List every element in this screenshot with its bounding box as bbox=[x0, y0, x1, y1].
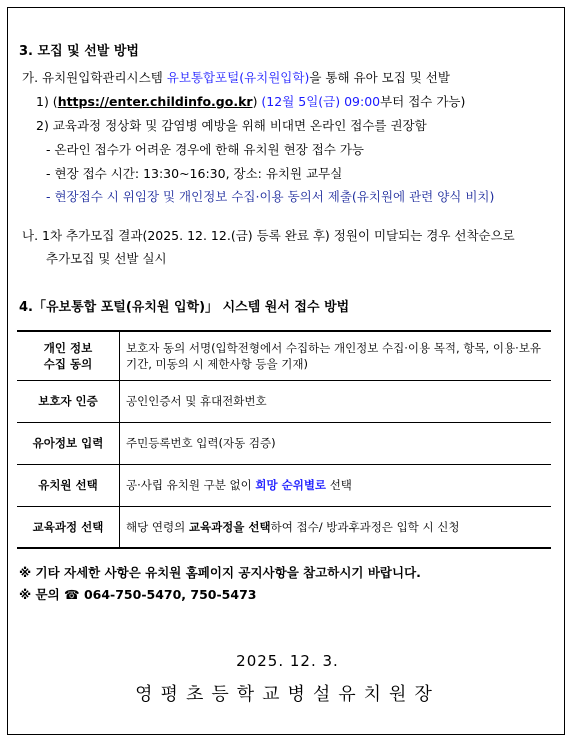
item1-tail: 부터 접수 가능) bbox=[380, 94, 466, 109]
table-row bbox=[17, 380, 551, 422]
section3-title: 3. 모집 및 선발 방법 bbox=[19, 44, 139, 59]
item1-open: 1) ( bbox=[36, 94, 58, 109]
row-value: 공인인증서 및 휴대전화번호 bbox=[120, 380, 552, 422]
row-value-highlight: 희망 순위별로 bbox=[255, 478, 327, 492]
ga-portal-name: 유보통합포털(유치원입학) bbox=[166, 70, 310, 85]
section3-bullet3: - 현장접수 시 위임장 및 개인정보 수집·이용 동의서 제출(유치원에 관련 양식 비치) bbox=[46, 189, 495, 204]
row-value-c: 선택 bbox=[326, 478, 352, 492]
row-header: 교육과정 선택 bbox=[17, 506, 120, 548]
row-value bbox=[120, 506, 552, 548]
section3-bullet1: - 온라인 접수가 어려운 경우에 한해 유치원 현장 접수 가능 bbox=[46, 142, 364, 157]
row-header-line2: 수집 동의 bbox=[43, 356, 93, 371]
section4-title: 4.「유보통합 포털(유치원 입학)」 시스템 원서 접수 방법 bbox=[19, 300, 350, 315]
portal-link[interactable]: https://enter.childinfo.go.kr bbox=[57, 94, 253, 109]
table-row bbox=[17, 422, 551, 464]
row-value-c: 하여 접수/ 방과후과정은 입학 시 신청 bbox=[270, 519, 460, 534]
row-value bbox=[120, 331, 552, 380]
application-steps-table bbox=[17, 330, 551, 549]
row-value-a: 공·사립 유치원 구분 없이 bbox=[126, 478, 256, 492]
row-header: 보호자 인증 bbox=[17, 380, 120, 422]
ga-text-a: 가. 유치원입학관리시스템 bbox=[22, 70, 167, 85]
section3-na-line2: 추가모집 및 선발 실시 bbox=[46, 251, 167, 266]
contact-numbers: 064-750-5470, 750-5473 bbox=[79, 587, 257, 602]
row-header: 유치원 선택 bbox=[17, 464, 120, 506]
note-homepage: ※ 기타 자세한 사항은 유치원 홈페이지 공지사항을 참고하시기 바랍니다. bbox=[19, 565, 421, 580]
phone-icon: ☎ bbox=[64, 587, 80, 602]
section3-item2: 2) 교육과정 정상화 및 감염병 예방을 위해 비대면 온라인 접수를 권장함 bbox=[36, 118, 427, 133]
ga-text-c: 을 통해 유아 모집 및 선발 bbox=[309, 70, 450, 85]
table-row bbox=[17, 464, 551, 506]
row-value: 주민등록번호 입력(자동 검증) bbox=[120, 422, 552, 464]
item1-close: ) bbox=[252, 94, 262, 109]
row-header-line1: 개인 정보 bbox=[43, 340, 93, 355]
row-value-a: 해당 연령의 bbox=[126, 519, 189, 534]
section3-ga bbox=[22, 70, 450, 86]
issuer-name: 영평초등학교병설유치원장 bbox=[135, 684, 440, 705]
row-value-line2: 기간, 미동의 시 제한사항 등을 기재) bbox=[126, 356, 308, 371]
row-value-line1: 보호자 동의 서명(입학전형에서 수집하는 개인정보 수집·이용 목적, 항목, 이용·보유 bbox=[126, 340, 541, 355]
row-value-highlight: 교육과정을 선택 bbox=[188, 519, 271, 534]
table-row bbox=[17, 331, 551, 380]
row-header bbox=[17, 331, 120, 380]
row-header: 유아정보 입력 bbox=[17, 422, 120, 464]
section3-na-line1: 나. 1차 추가모집 결과(2025. 12. 12.(금) 등록 완료 후) 정원이 미달되는 경우 선착순으로 bbox=[22, 228, 515, 243]
item1-date: (12월 5일(금) 09:00 bbox=[261, 94, 381, 109]
document-date: 2025. 12. 3. bbox=[236, 652, 339, 670]
section3-item1 bbox=[36, 94, 465, 110]
section3-bullet2: - 현장 접수 시간: 13:30~16:30, 장소: 유치원 교무실 bbox=[46, 166, 343, 181]
row-value bbox=[120, 464, 552, 506]
contact-label: ※ 문의 bbox=[19, 587, 65, 602]
note-contact bbox=[19, 587, 256, 603]
table-row bbox=[17, 506, 551, 548]
